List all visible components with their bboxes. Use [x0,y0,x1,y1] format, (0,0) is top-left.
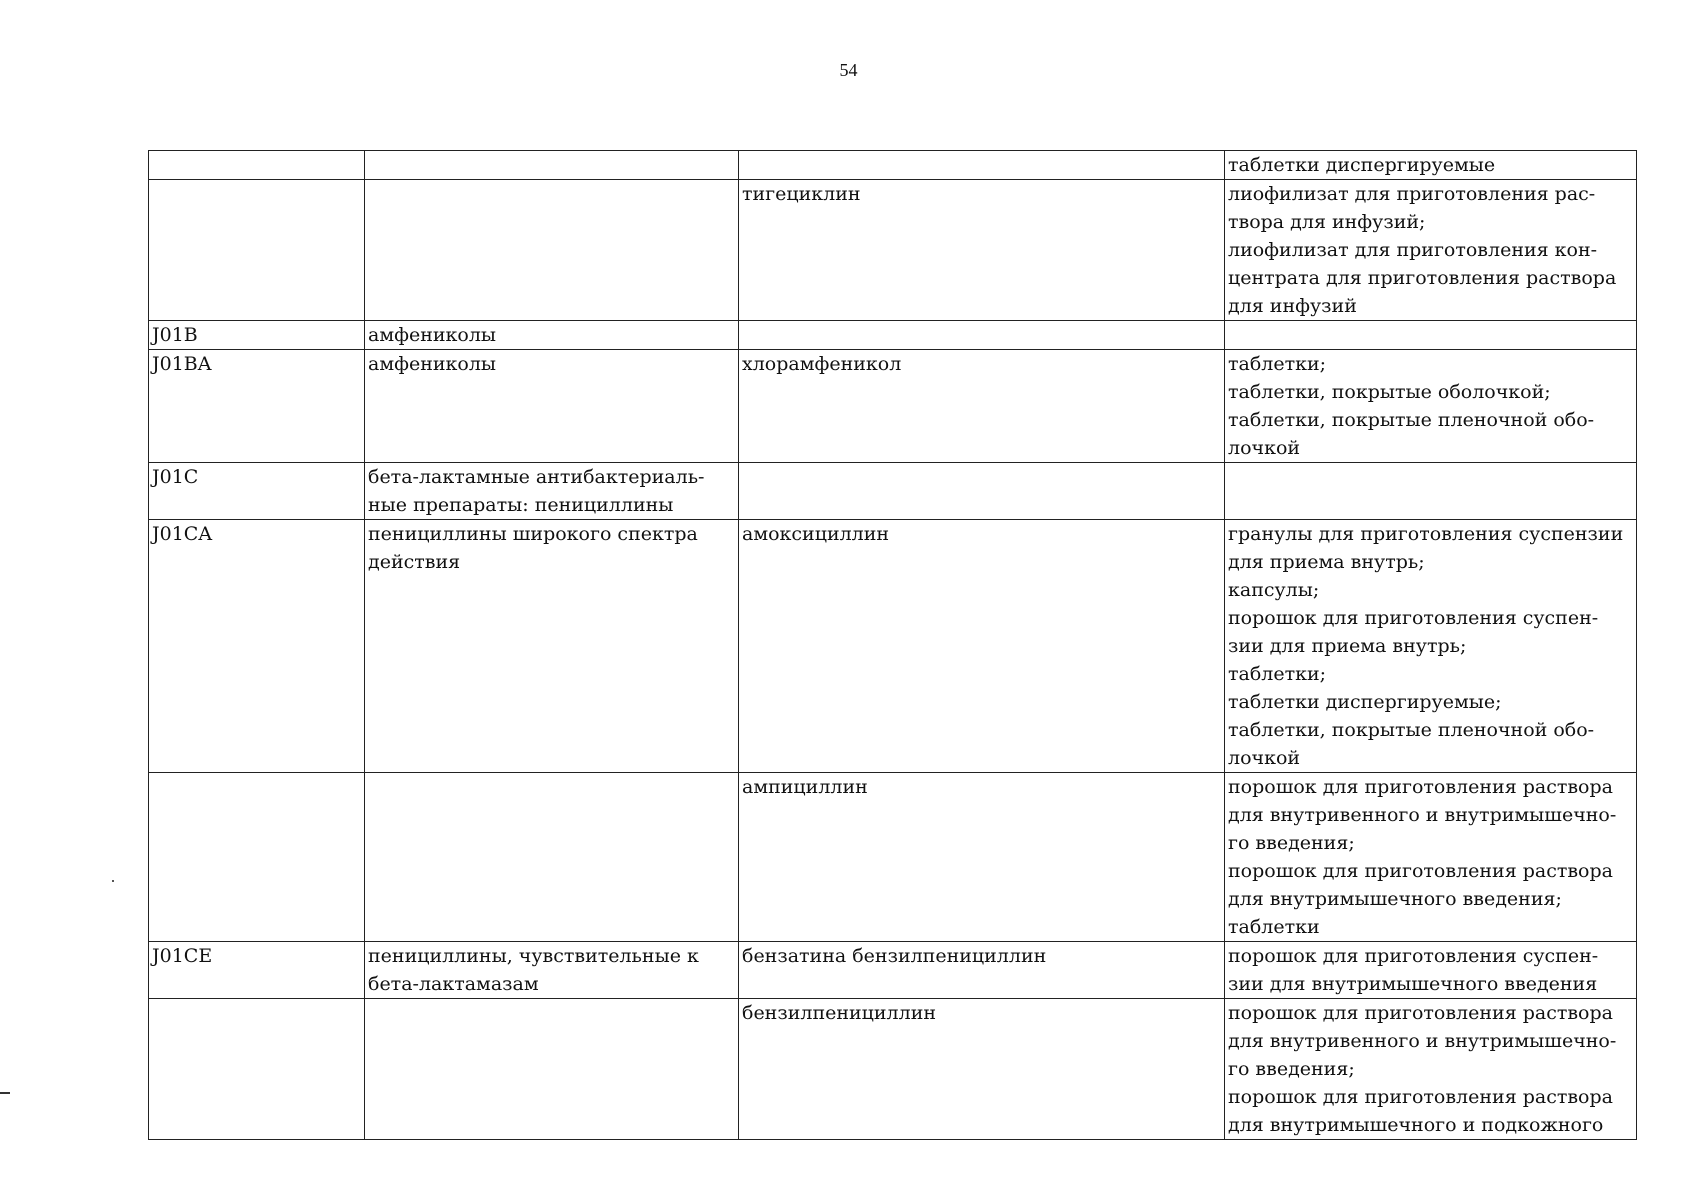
drug-cell [739,321,1225,350]
atc-code-cell [149,999,365,1140]
atc-code-cell: J01BA [149,350,365,463]
drug-cell: бензилпенициллин [739,999,1225,1140]
atc-code-cell: J01CE [149,942,365,999]
dosage-form-cell [1225,321,1637,350]
atc-code-cell [149,151,365,180]
table-row [149,180,1637,321]
table-row [149,151,1637,180]
dosage-form-cell: порошок для приготовления суспен- зии для внутримышечного введения [1225,942,1637,999]
atc-code-cell: J01B [149,321,365,350]
group-cell: пенициллины, чувствительные к бета-лактамазам [365,942,739,999]
group-cell [365,999,739,1140]
table-row [149,773,1637,942]
group-cell: бета-лактамные антибактериаль- ные препараты: пенициллины [365,463,739,520]
dosage-form-cell [1225,463,1637,520]
group-cell: амфениколы [365,350,739,463]
group-cell: амфениколы [365,321,739,350]
table-row [149,999,1637,1140]
group-cell: пенициллины широкого спектра действия [365,520,739,773]
atc-code-cell [149,773,365,942]
table-row [149,463,1637,520]
group-cell [365,773,739,942]
scan-dot [112,880,114,882]
table-row [149,520,1637,773]
drug-cell: амоксициллин [739,520,1225,773]
drug-table [148,150,1637,1140]
atc-code-cell: J01C [149,463,365,520]
table-row [149,942,1637,999]
dosage-form-cell: порошок для приготовления раствора для внутривенного и внутримышечно- го введения; порошок для приготовления раствора для внутримышечного введения; таблетки [1225,773,1637,942]
drug-cell: ампициллин [739,773,1225,942]
table-row [149,350,1637,463]
group-cell [365,180,739,321]
dosage-form-cell: гранулы для приготовления суспензии для приема внутрь; капсулы; порошок для приготовления суспен- зии для приема внутрь; таблетки; таблетки диспергируемые; таблетки, покрытые пленочной обо- лочкой [1225,520,1637,773]
atc-code-cell: J01CA [149,520,365,773]
dosage-form-cell: порошок для приготовления раствора для внутривенного и внутримышечно- го введения; порошок для приготовления раствора для внутримышечного и подкожного [1225,999,1637,1140]
drug-cell: бензатина бензилпенициллин [739,942,1225,999]
drug-cell: хлорамфеникол [739,350,1225,463]
table-row [149,321,1637,350]
dosage-form-cell: таблетки; таблетки, покрытые оболочкой; таблетки, покрытые пленочной обо- лочкой [1225,350,1637,463]
drug-cell: тигециклин [739,180,1225,321]
group-cell [365,151,739,180]
dosage-form-cell: таблетки диспергируемые [1225,151,1637,180]
atc-code-cell [149,180,365,321]
page-number: 54 [839,60,858,80]
dosage-form-cell: лиофилизат для приготовления рас- твора для инфузий; лиофилизат для приготовления кон- центрата для приготовления раствора для инфузий [1225,180,1637,321]
drug-cell [739,151,1225,180]
drug-cell [739,463,1225,520]
scan-mark [0,1092,10,1094]
